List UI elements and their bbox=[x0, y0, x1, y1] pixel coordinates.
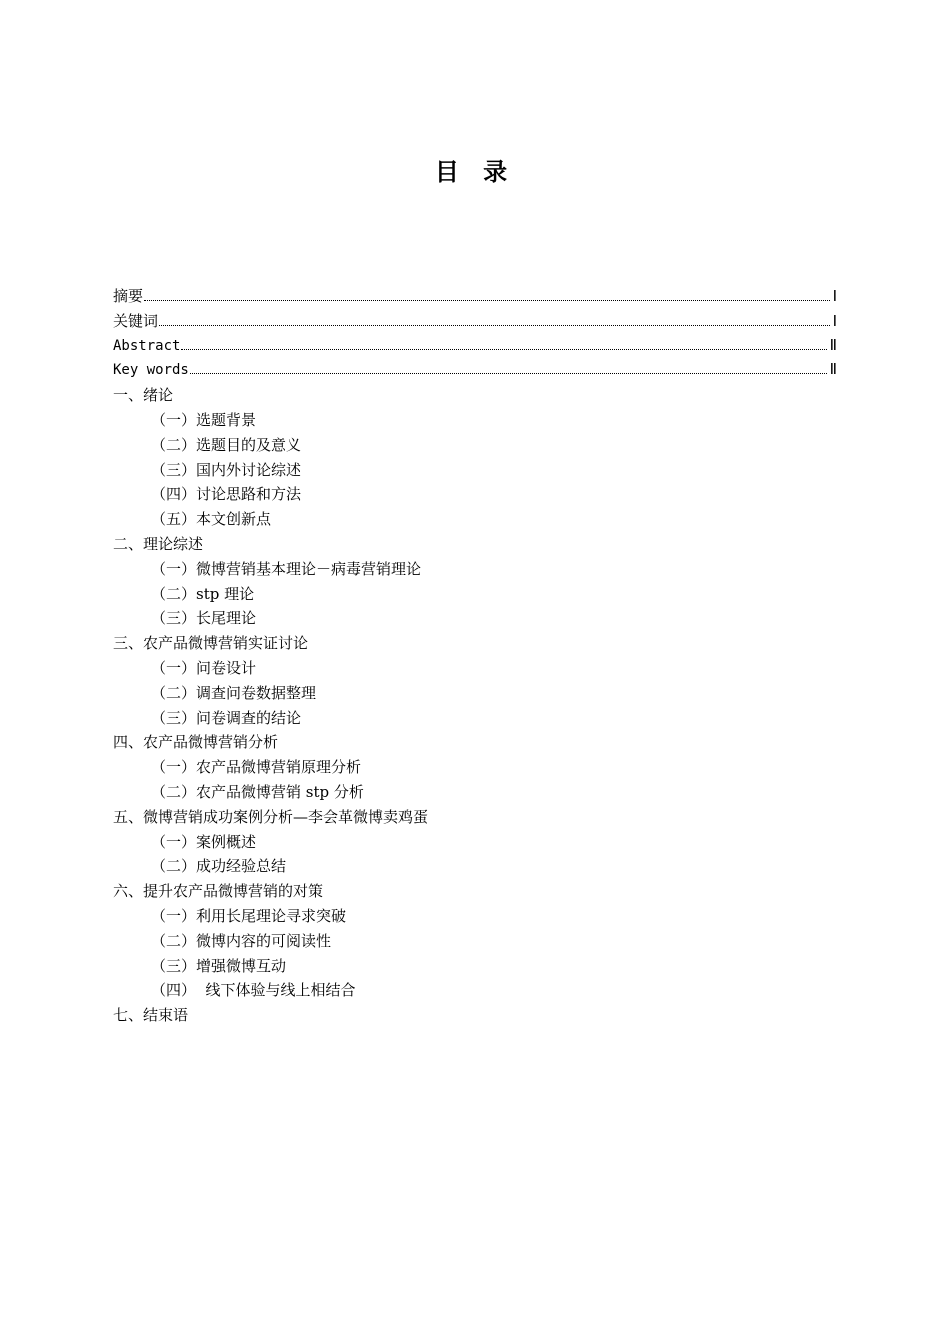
toc-subsection[interactable]: （二）农产品微博营销 stp 分析 bbox=[151, 782, 364, 801]
toc-section-3[interactable]: 三、农产品微博营销实证讨论 bbox=[113, 634, 309, 653]
toc-entry-label: 关键词 bbox=[113, 311, 159, 330]
toc-subsection[interactable]: （四） 线下体验与线上相结合 bbox=[151, 981, 356, 1000]
dot-leader bbox=[144, 300, 830, 301]
toc-subsection[interactable]: （四）讨论思路和方法 bbox=[151, 485, 302, 504]
toc-section-4[interactable]: 四、农产品微博营销分析 bbox=[113, 733, 279, 752]
toc-section-2[interactable]: 二、理论综述 bbox=[113, 534, 204, 553]
toc-entry-label: Key words bbox=[113, 362, 189, 379]
toc-subsection[interactable]: （一）利用长尾理论寻求突破 bbox=[151, 906, 347, 925]
toc-entry-keywords-cn[interactable] bbox=[113, 309, 837, 334]
toc-entry-keywords-en[interactable] bbox=[113, 358, 837, 383]
toc-section-6[interactable]: 六、提升农产品微博营销的对策 bbox=[113, 882, 324, 901]
toc-subsection[interactable]: （三）长尾理论 bbox=[151, 609, 257, 628]
toc-subsection[interactable]: （二）选题目的及意义 bbox=[151, 435, 302, 454]
toc-subsection[interactable]: （一）微博营销基本理论－病毒营销理论 bbox=[151, 559, 422, 578]
toc-subsection[interactable]: （一）农产品微博营销原理分析 bbox=[151, 758, 362, 777]
dot-leader bbox=[181, 349, 826, 350]
table-of-contents bbox=[113, 284, 837, 1028]
toc-subsection[interactable]: （三）问卷调查的结论 bbox=[151, 708, 302, 727]
toc-entry-label: 摘要 bbox=[113, 287, 144, 305]
toc-subsection[interactable]: （一）案例概述 bbox=[151, 832, 257, 851]
dot-leader bbox=[190, 373, 827, 374]
toc-subsection[interactable]: （一）选题背景 bbox=[151, 410, 257, 429]
toc-page-number: Ⅱ bbox=[829, 337, 837, 354]
toc-page-number: Ⅰ bbox=[832, 289, 837, 305]
toc-subsection[interactable]: （二）微博内容的可阅读性 bbox=[151, 931, 332, 950]
toc-subsection[interactable]: （三）国内外讨论综述 bbox=[151, 460, 302, 479]
toc-entry-abstract-en[interactable] bbox=[113, 334, 837, 359]
toc-section-7[interactable]: 七、结束语 bbox=[113, 1006, 189, 1025]
toc-subsection[interactable]: （二）成功经验总结 bbox=[151, 857, 287, 876]
toc-entry-label: Abstract bbox=[113, 337, 181, 354]
toc-entry-abstract-cn[interactable] bbox=[113, 284, 837, 309]
dot-leader bbox=[159, 325, 830, 326]
toc-subsection[interactable]: （二）stp 理论 bbox=[151, 584, 255, 603]
toc-page-number: Ⅰ bbox=[832, 313, 837, 330]
toc-page-number: Ⅱ bbox=[829, 362, 837, 379]
toc-subsection[interactable]: （一）问卷设计 bbox=[151, 658, 257, 677]
toc-section-5[interactable]: 五、微博营销成功案例分析—李会革微博卖鸡蛋 bbox=[113, 807, 429, 826]
page-title: 目 录 bbox=[434, 158, 516, 186]
toc-subsection[interactable]: （五）本文创新点 bbox=[151, 510, 272, 529]
toc-section-1[interactable]: 一、绪论 bbox=[113, 386, 174, 405]
toc-subsection[interactable]: （三）增强微博互动 bbox=[151, 956, 287, 975]
toc-subsection[interactable]: （二）调查问卷数据整理 bbox=[151, 683, 317, 702]
